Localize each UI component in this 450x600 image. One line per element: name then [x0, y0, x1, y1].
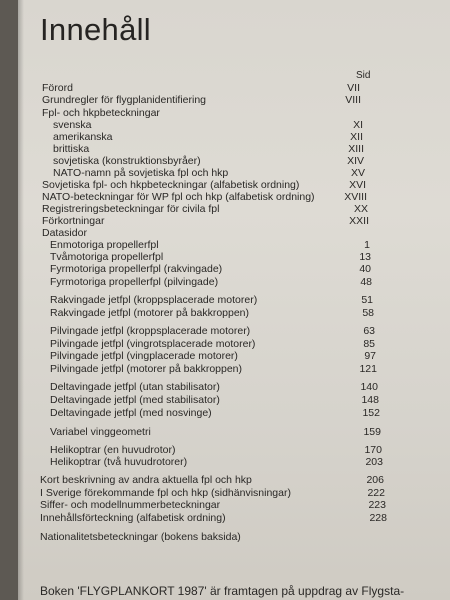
table-of-contents — [18, 0, 450, 600]
toc-entry-page-number: XVI — [349, 179, 366, 191]
toc-entry — [18, 394, 450, 407]
toc-entry-page-number: 140 — [360, 381, 378, 393]
page-fold-shadow — [18, 0, 24, 600]
toc-entry-page-number: 152 — [362, 407, 380, 419]
toc-entry-label: brittiska — [53, 143, 90, 155]
toc-entry-label: sovjetiska (konstruktionsbyråer) — [53, 155, 201, 167]
toc-entry-label: Pilvingade jetfpl (vingplacerade motorer) — [50, 350, 238, 362]
toc-entry-page-number: 97 — [364, 350, 376, 362]
toc-entry — [18, 512, 450, 525]
toc-entry-page-number: 1 — [364, 239, 370, 251]
toc-entry — [18, 325, 450, 338]
toc-entry-page-number: 63 — [363, 325, 375, 337]
toc-entry-page-number: 203 — [365, 456, 383, 468]
toc-entry — [18, 94, 450, 107]
toc-entry-page-number: 222 — [367, 487, 385, 499]
toc-entry-label: Fyrmotoriga propellerfpl (rakvingade) — [50, 263, 223, 275]
toc-entry-label: Deltavingade jetfpl (med nosvinge) — [50, 407, 212, 419]
book-page — [18, 0, 450, 600]
toc-entry-label: Grundregler för flygplanidentifiering — [42, 94, 207, 106]
toc-entry-label: I Sverige förekommande fpl och hkp (sidhänvisningar) — [40, 487, 291, 499]
page-column-header: Sid — [356, 70, 371, 81]
toc-entry-page-number: VIII — [345, 94, 361, 106]
toc-entry-page-number: XIV — [347, 155, 364, 167]
toc-entry — [18, 531, 450, 544]
toc-entry-page-number: VII — [347, 82, 360, 94]
toc-entry-label: Fyrmotoriga propellerfpl (pilvingade) — [50, 276, 219, 288]
toc-entry-label: NATO-beteckningar för WP fpl och hkp (alfabetisk ordning) — [42, 191, 315, 203]
toc-entry — [18, 474, 450, 487]
toc-entry — [18, 294, 450, 307]
toc-entry-page-number: 206 — [366, 474, 384, 486]
toc-entry-page-number: 121 — [359, 363, 377, 375]
footer-text: Boken 'FLYGPLANKORT 1987' är framtagen på uppdrag av Flygsta- — [40, 584, 405, 598]
toc-entry-page-number: 48 — [360, 276, 372, 288]
toc-entry-page-number: XII — [350, 131, 363, 143]
toc-entry-page-number: 228 — [369, 512, 387, 524]
toc-entry — [18, 363, 450, 376]
toc-entry-label: Pilvingade jetfpl (kroppsplacerade motorer) — [50, 325, 251, 337]
toc-entry-label: Nationalitetsbeteckningar (bokens baksida) — [40, 531, 241, 543]
toc-entry-label: Deltavingade jetfpl (med stabilisator) — [50, 394, 220, 406]
toc-entry-page-number: 223 — [368, 499, 386, 511]
toc-entry-label: amerikanska — [53, 131, 113, 143]
toc-entry — [18, 499, 450, 512]
toc-entry-label: Siffer- och modellnummerbeteckningar — [40, 499, 221, 511]
toc-entry-page-number: 148 — [361, 394, 379, 406]
toc-entry-label: Rakvingade jetfpl (kroppsplacerade motorer) — [50, 294, 258, 306]
toc-entry — [18, 456, 450, 469]
toc-entry-page-number: 170 — [364, 444, 382, 456]
toc-entry-page-number: XXII — [349, 215, 369, 227]
toc-entry-page-number: XIII — [348, 143, 364, 155]
toc-entry-label: Förord — [42, 82, 73, 94]
toc-entry-label: Registreringsbeteckningar för civila fpl — [42, 203, 220, 215]
toc-entry-page-number: XVIII — [344, 191, 367, 203]
toc-entry — [18, 276, 450, 289]
toc-entry-label: Tvåmotoriga propellerfpl — [50, 251, 164, 263]
toc-entry-label: Deltavingade jetfpl (utan stabilisator) — [50, 381, 220, 393]
toc-entry-page-number: 159 — [363, 426, 381, 438]
toc-entry-label: Förkortningar — [42, 215, 105, 227]
toc-entry — [18, 381, 450, 394]
toc-entry — [18, 263, 450, 276]
toc-entry-page-number: 40 — [359, 263, 371, 275]
toc-entry-page-number: 85 — [363, 338, 375, 350]
toc-entry — [18, 307, 450, 320]
toc-entry-page-number: 51 — [361, 294, 373, 306]
toc-entry-label: Datasidor — [42, 227, 87, 239]
toc-entry — [18, 426, 450, 439]
toc-entry-label: Innehållsförteckning (alfabetisk ordning) — [40, 512, 226, 524]
toc-entry-label: Pilvingade jetfpl (motorer på bakkroppen) — [50, 363, 243, 375]
toc-entry-label: Fpl- och hkpbeteckningar — [42, 107, 160, 119]
toc-entry-page-number: XV — [350, 167, 365, 179]
toc-entry-page-number: 13 — [359, 251, 371, 263]
toc-entry-page-number: XI — [353, 119, 363, 131]
toc-entry-label: Sovjetiska fpl- och hkpbeteckningar (alfabetisk ordning) — [42, 179, 300, 191]
toc-entry — [18, 407, 450, 420]
toc-entry-page-number: XX — [353, 203, 368, 215]
page-title: Innehåll — [40, 12, 151, 47]
toc-entry-label: Helikoptrar (en huvudrotor) — [50, 444, 176, 456]
toc-entry-label: Enmotoriga propellerfpl — [50, 239, 159, 251]
toc-entry-label: svenska — [53, 119, 92, 131]
toc-entry-label: Kort beskrivning av andra aktuella fpl och hkp — [40, 474, 252, 486]
toc-entry-label: Helikoptrar (två huvudrotorer) — [50, 456, 188, 468]
toc-entry-label: Pilvingade jetfpl (vingrotsplacerade motorer) — [50, 338, 256, 350]
toc-entry-label: Variabel vinggeometri — [50, 426, 151, 438]
toc-entry-label: Rakvingade jetfpl (motorer på bakkroppen) — [50, 307, 250, 319]
toc-entry-label: NATO-namn på sovjetiska fpl och hkp — [53, 167, 229, 179]
toc-entry-page-number: 58 — [362, 307, 374, 319]
toc-entry — [18, 350, 450, 363]
